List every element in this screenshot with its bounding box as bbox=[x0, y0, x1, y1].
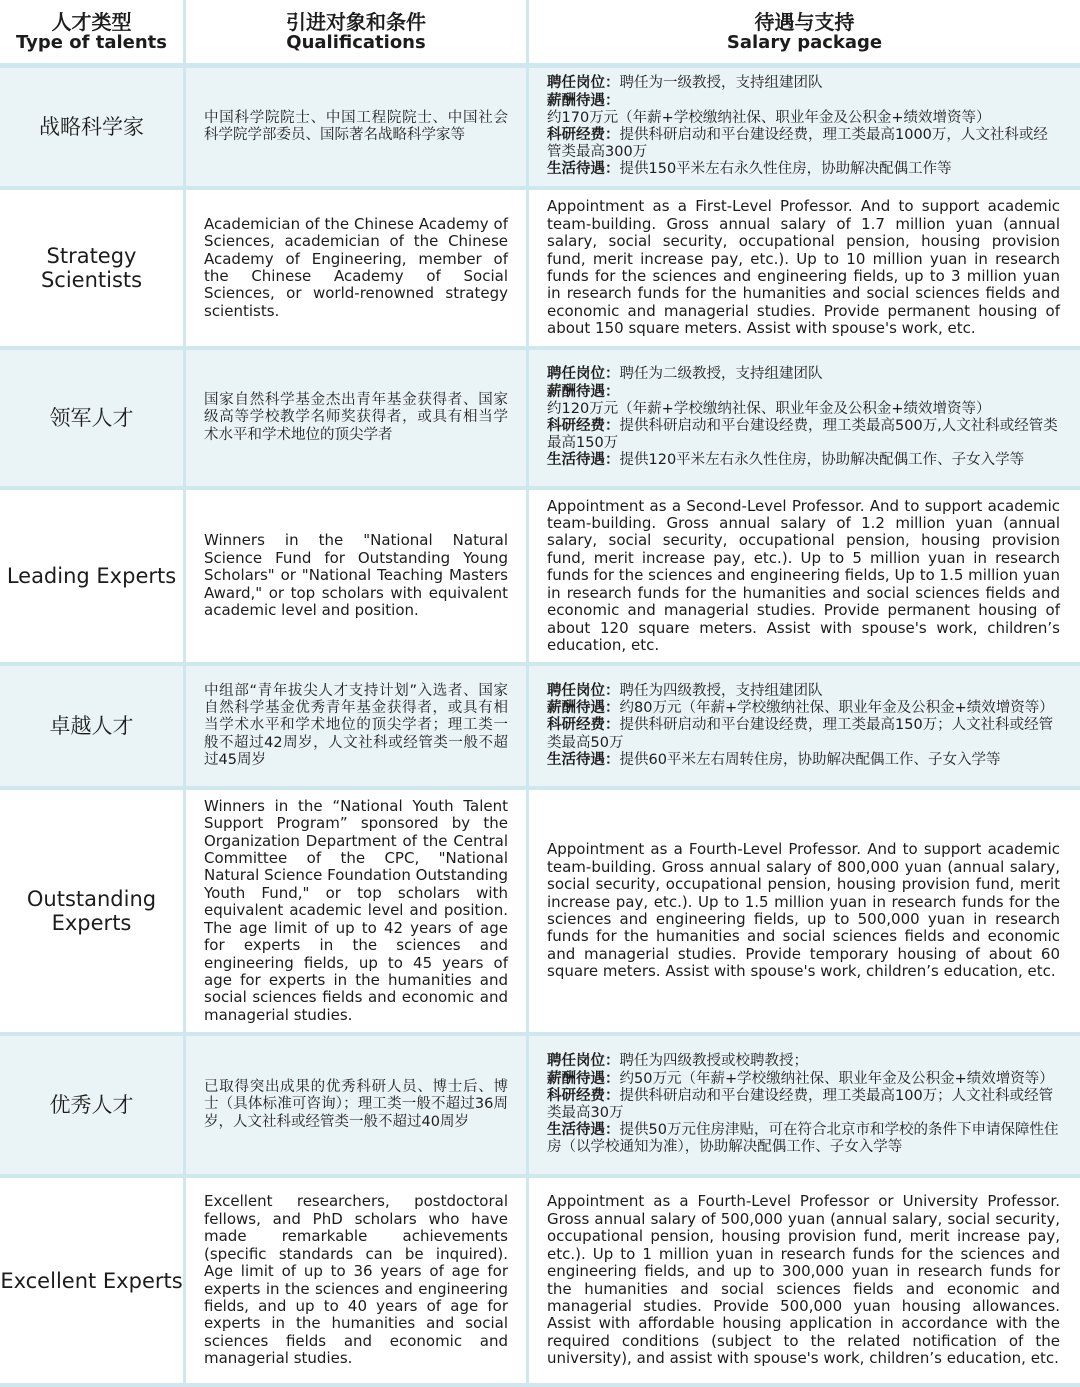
talent-type: 卓越人才 bbox=[0, 666, 186, 790]
salary-value: 聘任为四级教授，支持组建团队 bbox=[619, 682, 823, 699]
talent-type: Outstanding Experts bbox=[0, 790, 186, 1036]
salary-label: 聘任岗位： bbox=[547, 1053, 620, 1070]
salary-label: 薪酬待遇： bbox=[547, 383, 620, 400]
salary-label: 薪酬待遇： bbox=[547, 1070, 620, 1087]
salary-text: Appointment as a Second-Level Professor. And to support academic team-building. Gross annual salary of 1.2 million yuan (annual salary, social security, occupational pension, housing provision fund, merit increase pay, etc.). Up to 5 million yuan in research funds for the sciences and engineering fields, Up to 1.5 million yuan in research funds for the humanities and social sciences fields and economic and managerial studies. Provide permanent housing of about 120 square meters. Assist with spouse's work, children’s education, etc. bbox=[547, 496, 1060, 654]
talent-type: 优秀人才 bbox=[0, 1036, 186, 1178]
salary-label: 科研经费： bbox=[547, 418, 620, 434]
salary-line bbox=[547, 1122, 1060, 1156]
salary-label: 科研经费： bbox=[547, 127, 620, 143]
salary-label: 生活待遇： bbox=[547, 452, 620, 469]
salary-line bbox=[547, 717, 1060, 751]
salary-package bbox=[529, 490, 1080, 666]
header-salary-en: Salary package bbox=[726, 31, 883, 53]
salary-label: 科研经费： bbox=[547, 717, 620, 734]
salary-label: 聘任岗位： bbox=[547, 75, 620, 92]
salary-text: Appointment as a Fourth-Level Professor. And to support academic team-building. Gross annual salary of 800,000 yuan (annual salary, social security, occupational pension, housing provision fund, merit increase pay, etc.). Up to 1.5 million yuan in research funds for the sciences and engineering fields, up to 500,000 yuan in research funds for the humanities and social sciences fields and economic and managerial studies. Provide temporary housing of about 60 square meters. Assist with spouse's work, children’s education, etc. bbox=[547, 840, 1060, 981]
salary-value: 提供50万元住房津贴，可在符合北京市和学校的条件下申请保障性住房（以学校通知为准），协助解决配偶工作、子女入学等 bbox=[547, 1122, 1059, 1156]
talent-type: 领军人才 bbox=[0, 350, 186, 490]
header-type-en: Type of talents bbox=[16, 31, 167, 53]
qualification bbox=[186, 790, 529, 1036]
salary-line bbox=[547, 75, 1060, 92]
table-row bbox=[0, 68, 1080, 190]
qualification bbox=[186, 350, 529, 490]
salary-line bbox=[547, 700, 1060, 717]
qualification-text: Winners in the "National Natural Science Fund for Outstanding Young Scholars" or "National Teaching Masters Award," or top scholars with equivalent academic level and position. bbox=[204, 531, 508, 620]
qualification-text: Academician of the Chinese Academy of Sciences, academician of the Chinese Academy of Engineering, member of the Chinese Academy of Social Sciences, or world-renowned strategy scientists. bbox=[204, 214, 508, 320]
header-qualifications bbox=[186, 0, 529, 68]
qualification-text: 中组部“青年拔尖人才支持计划”入选者、国家自然科学基金优秀青年基金获得者，或具有相当学术水平和学术地位的顶尖学者；理工类一般不超过42周岁，人文社科或经管类一般不超过45周岁 bbox=[204, 682, 508, 768]
salary-value: 约80万元（年薪+学校缴纳社保、职业年金及公积金+绩效增资等） bbox=[619, 700, 1054, 717]
salary-value: 提供60平米左右周转住房，协助解决配偶工作、子女入学等 bbox=[619, 751, 1001, 768]
talent-type: Leading Experts bbox=[0, 490, 186, 666]
salary-line bbox=[547, 161, 1060, 178]
header-salary bbox=[529, 0, 1080, 68]
salary-value: 提供科研启动和平台建设经费，理工类最高500万,人文社科或经管类最高150万 bbox=[547, 418, 1058, 452]
qualification bbox=[186, 490, 529, 666]
salary-label: 科研经费： bbox=[547, 1087, 620, 1104]
salary-value: 聘任为二级教授，支持组建团队 bbox=[619, 366, 823, 383]
salary-label: 生活待遇： bbox=[547, 161, 620, 178]
salary-value: 聘任为一级教授，支持组建团队 bbox=[619, 75, 823, 92]
salary-label: 生活待遇： bbox=[547, 1122, 620, 1139]
header-type-zh: 人才类型 bbox=[51, 9, 132, 34]
header-qual-en: Qualifications bbox=[286, 31, 426, 53]
qualification bbox=[186, 68, 529, 190]
table-row bbox=[0, 790, 1080, 1036]
table-row bbox=[0, 190, 1080, 350]
qualification bbox=[186, 666, 529, 790]
salary-line bbox=[547, 384, 1060, 418]
salary-label: 聘任岗位： bbox=[547, 682, 620, 699]
qualification bbox=[186, 190, 529, 350]
table-row bbox=[0, 490, 1080, 666]
salary-line bbox=[547, 1071, 1060, 1088]
salary-line bbox=[547, 93, 1060, 127]
salary-label: 薪酬待遇： bbox=[547, 92, 620, 109]
table-row bbox=[0, 350, 1080, 490]
salary-package bbox=[529, 350, 1080, 490]
qualification-text: 中国科学院院士、中国工程院院士、中国社会科学院学部委员、国际著名战略科学家等 bbox=[204, 109, 508, 143]
salary-line bbox=[547, 366, 1060, 383]
salary-label: 生活待遇： bbox=[547, 751, 620, 768]
salary-package bbox=[529, 790, 1080, 1036]
salary-package bbox=[529, 190, 1080, 350]
qualification bbox=[186, 1178, 529, 1387]
salary-value: 提供科研启动和平台建设经费，理工类最高150万；人文社科或经管类最高50万 bbox=[547, 717, 1054, 751]
qualification bbox=[186, 1036, 529, 1178]
salary-line bbox=[547, 1053, 1060, 1070]
salary-value: 约120万元（年薪+学校缴纳社保、职业年金及公积金+绩效增资等） bbox=[547, 400, 991, 417]
salary-package bbox=[529, 666, 1080, 790]
salary-value: 提供科研启动和平台建设经费，理工类最高1000万，人文社科或经管类最高300万 bbox=[547, 127, 1048, 161]
talent-type: Excellent Experts bbox=[0, 1178, 186, 1387]
qualification-text: 已取得突出成果的优秀科研人员、博士后、博士（具体标准可咨询）；理工类一般不超过36周岁，人文社科或经管类一般不超过40周岁 bbox=[204, 1079, 508, 1130]
salary-line bbox=[547, 752, 1060, 769]
salary-line bbox=[547, 418, 1060, 452]
header-salary-zh: 待遇与支持 bbox=[754, 9, 855, 34]
salary-label: 薪酬待遇： bbox=[547, 700, 620, 717]
table-row bbox=[0, 1178, 1080, 1387]
talent-type: Strategy Scientists bbox=[0, 190, 186, 350]
salary-package bbox=[529, 68, 1080, 190]
salary-value: 约170万元（年薪+学校缴纳社保、职业年金及公积金+绩效增资等） bbox=[547, 109, 991, 126]
talent-type: 战略科学家 bbox=[0, 68, 186, 190]
salary-label: 聘任岗位： bbox=[547, 366, 620, 383]
header-type bbox=[0, 0, 186, 68]
salary-value: 提供科研启动和平台建设经费，理工类最高100万；人文社科或经管类最高30万 bbox=[547, 1087, 1054, 1121]
salary-value: 聘任为四级教授或校聘教授； bbox=[619, 1053, 808, 1070]
table-row bbox=[0, 1036, 1080, 1178]
header-row bbox=[0, 0, 1080, 68]
salary-line bbox=[547, 452, 1060, 469]
salary-text: Appointment as a First-Level Professor. And to support academic team-building. Gross annual salary of 1.7 million yuan (annual salary, social security, occupational pension, housing provision fund, merit increase pay, etc.). Up to 10 million yuan in research funds for the sciences and engineering fields, up to 3 million yuan in research funds for the humanities and social sciences fields and economic and managerial studies. Provide permanent housing of about 150 square meters. Assist with spouse's work, etc. bbox=[547, 197, 1060, 338]
salary-line bbox=[547, 683, 1060, 700]
salary-value: 提供120平米左右永久性住房，协助解决配偶工作、子女入学等 bbox=[619, 452, 1025, 469]
qualification-text: 国家自然科学基金杰出青年基金获得者、国家级高等学校教学名师奖获得者，或具有相当学术水平和学术地位的顶尖学者 bbox=[204, 392, 508, 443]
header-qual-zh: 引进对象和条件 bbox=[286, 9, 426, 34]
salary-package bbox=[529, 1178, 1080, 1387]
qualification-text: Excellent researchers, postdoctoral fellows, and PhD scholars who have made remarkable achievements (specific standards can be inquired). Age limit of up to 36 years of age for experts in the sciences and engineering fields, and up to 40 years of age for experts in the humanities and social sciences fields and economic and managerial studies. bbox=[204, 1192, 508, 1368]
qualification-text: Winners in the “National Youth Talent Support Program” sponsored by the Organization Department of the Central Committee of the CPC, "National Natural Science Foundation Outstanding Youth Fund," or top scholars with equivalent academic level and position. The age limit of up to 42 years of age for experts in the sciences and engineering fields, up to 45 years of age for experts in the humanities and social sciences fields and economic and managerial studies. bbox=[204, 796, 508, 1024]
salary-package bbox=[529, 1036, 1080, 1178]
salary-text: Appointment as a Fourth-Level Professor or University Professor. Gross annual salary of 500,000 yuan (annual salary, social security, occupational pension, housing provision fund, merit increase pay, etc.). Up to 1 million yuan in research funds for the sciences and engineering fields, and up to 300,000 yuan in research funds for the humanities and social sciences fields and economic and managerial studies. Provide 500,000 yuan housing allowances. Assist with affordable housing application in accordance with the required conditions (subject to the related notification of the university), and assist with spouse's work, children’s education, etc. bbox=[547, 1192, 1060, 1368]
salary-value: 约50万元（年薪+学校缴纳社保、职业年金及公积金+绩效增资等） bbox=[619, 1070, 1054, 1087]
salary-value: 提供150平米左右永久性住房，协助解决配偶工作等 bbox=[619, 161, 952, 178]
salary-line bbox=[547, 127, 1060, 161]
table-row bbox=[0, 666, 1080, 790]
salary-line bbox=[547, 1088, 1060, 1122]
